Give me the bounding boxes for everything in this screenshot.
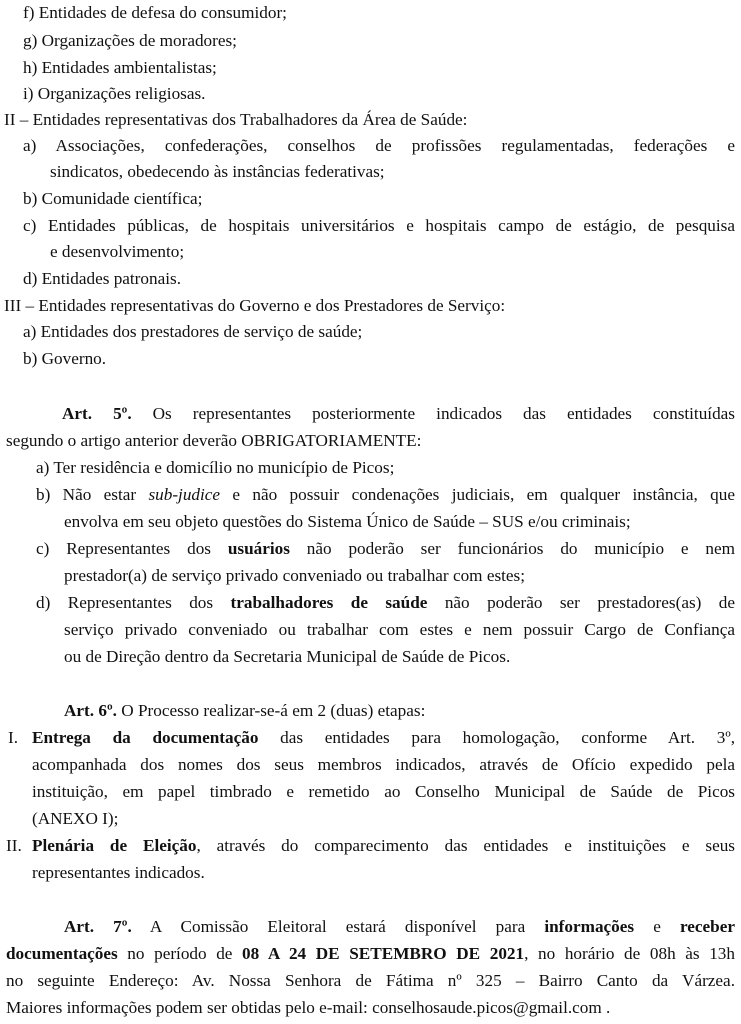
art6-item-i-line2: acompanhada dos nomes dos seus membros indicados, através de Ofício expedido pela [32, 755, 735, 774]
art6-item-i-line3: instituição, em papel timbrado e remetido ao Conselho Municipal de Saúde de Picos [32, 782, 735, 801]
list-item-g: g) Organizações de moradores; [23, 31, 237, 50]
art5-item-a: a) Ter residência e domicílio no município de Picos; [36, 458, 395, 477]
art6-label: Art. 6º. [64, 701, 117, 720]
art5-label: Art. 5º. [62, 404, 132, 423]
art7-line1: Art. 7º. A Comissão Eleitoral estará disponível para informações e receber [64, 917, 735, 936]
art7-line3: no seguinte Endereço: Av. Nossa Senhora de Fátima nº 325 – Bairro Canto da Várzea. [6, 971, 735, 990]
art5-item-d-line1: d) Representantes dos trabalhadores de saúde não poderão ser prestadores(as) de [36, 593, 736, 612]
art5-item-b-line2: envolva em seu objeto questões do Sistema Único de Saúde – SUS e/ou criminais; [64, 512, 631, 531]
section-ii-item-a-line1: a) Associações, confederações, conselhos de profissões regulamentadas, federações e [23, 136, 735, 155]
art5-item-c-line1: c) Representantes dos usuários não poderão ser funcionários do município e nem [36, 539, 735, 558]
art7-label: Art. 7º. [64, 917, 132, 936]
art6-item-ii-number: II. [6, 836, 22, 855]
art5-item-c-line2: prestador(a) de serviço privado conveniado ou trabalhar com estes; [64, 566, 526, 585]
art5-item-d-line3: ou de Direção dentro da Secretaria Municipal de Saúde de Picos. [64, 647, 511, 666]
section-ii-heading: II – Entidades representativas dos Trabalhadores da Área de Saúde: [4, 110, 468, 129]
list-item-f: f) Entidades de defesa do consumidor; [23, 3, 287, 22]
section-ii-item-a-line2: sindicatos, obedecendo às instâncias federativas; [50, 162, 385, 181]
art6-intro: Art. 6º. O Processo realizar-se-á em 2 (duas) etapas: [64, 701, 426, 720]
art6-item-i-line4: (ANEXO I); [32, 809, 119, 828]
list-item-h: h) Entidades ambientalistas; [23, 58, 217, 77]
section-iii-heading: III – Entidades representativas do Governo e dos Prestadores de Serviço: [4, 296, 506, 315]
art6-item-ii-line2: representantes indicados. [32, 863, 205, 882]
section-ii-item-d: d) Entidades patronais. [23, 269, 181, 288]
art5-item-b-line1: b) Não estar sub-judice e não possuir condenações judiciais, em qualquer instância, que [36, 485, 735, 504]
art6-item-i-line1: Entrega da documentação das entidades para homologação, conforme Art. 3º, [32, 728, 735, 747]
art5-intro-line1: Art. 5º. Os representantes posteriormente indicados das entidades constituídas [62, 404, 735, 423]
art7-line2: documentações no período de 08 A 24 DE SETEMBRO DE 2021, no horário de 08h às 13h [6, 944, 735, 963]
art5-intro-line2: segundo o artigo anterior deverão OBRIGATORIAMENTE: [6, 431, 422, 450]
art6-item-ii-line1: Plenária de Eleição, através do comparecimento das entidades e instituições e seus [32, 836, 735, 855]
art7-line4: Maiores informações podem ser obtidas pelo e-mail: conselhosaude.picos@gmail.com . [6, 998, 611, 1017]
section-ii-item-b: b) Comunidade científica; [23, 189, 203, 208]
section-ii-item-c-line1: c) Entidades públicas, de hospitais universitários e hospitais campo de estágio, de pesquisa [23, 216, 735, 235]
section-iii-item-a: a) Entidades dos prestadores de serviço de saúde; [23, 322, 363, 341]
section-iii-item-b: b) Governo. [23, 349, 107, 368]
art5-item-d-line2: serviço privado conveniado ou trabalhar com estes e nem possuir Cargo de Confiança [64, 620, 735, 639]
section-ii-item-c-line2: e desenvolvimento; [50, 242, 185, 261]
list-item-i: i) Organizações religiosas. [23, 84, 206, 103]
art6-item-i-number: I. [8, 728, 19, 747]
